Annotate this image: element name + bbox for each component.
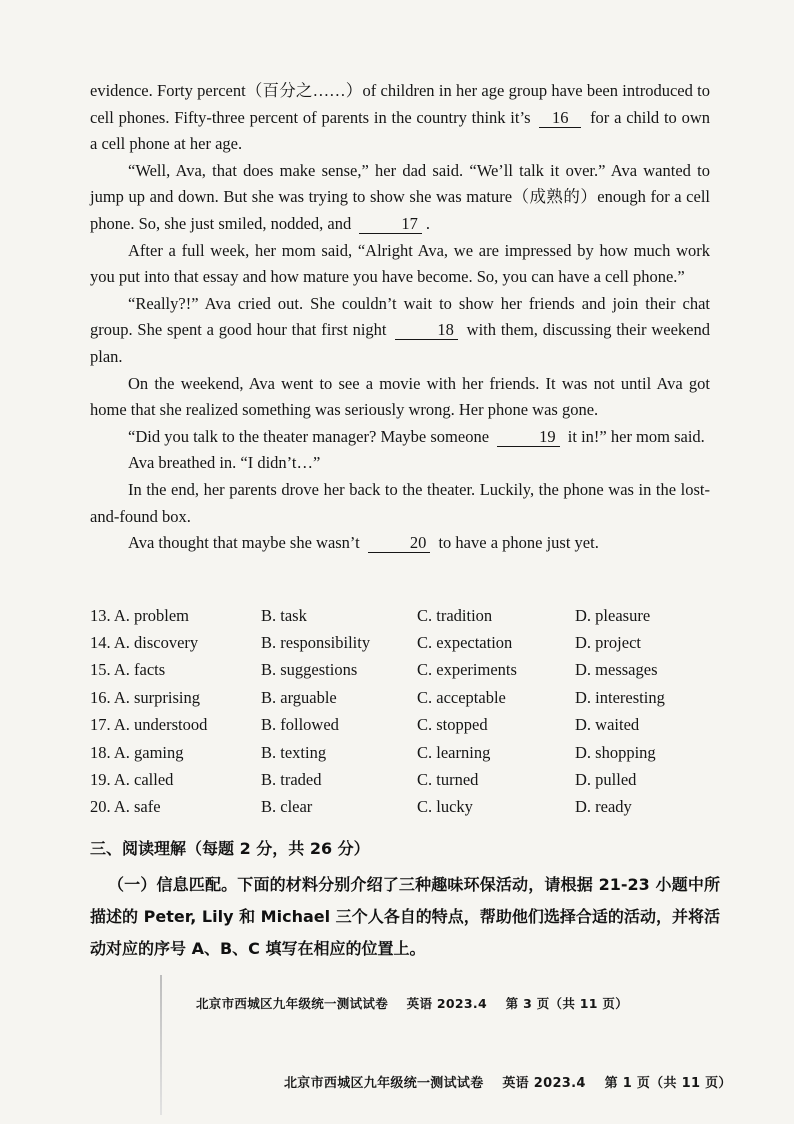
option-c: C. tradition	[417, 605, 493, 625]
reading-section	[90, 836, 720, 965]
paragraph-4-text-a: “Really?!” Ava cried out. She couldn’t wait to show her friends and join their chat group. She spent a good hour that first night	[90, 293, 710, 340]
option-b: B. followed	[261, 715, 339, 735]
option-c: C. expectation	[417, 633, 513, 653]
option-c: C. stopped	[417, 715, 488, 735]
option-b: B. clear	[261, 797, 313, 817]
section-heading: 三、阅读理解（每题 2 分，共 26 分）	[90, 839, 370, 858]
paragraph-4	[90, 291, 710, 371]
option-row-13	[90, 602, 730, 629]
option-b: B. arguable	[261, 687, 337, 707]
option-d: D. messages	[575, 660, 658, 680]
option-row-15	[90, 657, 730, 684]
option-c: C. lucky	[417, 797, 473, 817]
option-a: 15. A. facts	[90, 660, 166, 680]
paragraph-6-text-b: it in!” her mom said.	[567, 426, 705, 446]
footer-exam-title: 北京市西城区九年级统一测试试卷	[196, 996, 389, 1011]
section-instruction: （一）信息匹配。下面的材料分别介绍了三种趣味环保活动，请根据 21-23 小题中所描述的 Peter, Lily 和 Michael 三个人各自的特点，帮助他们选择合适的活动，并将活动对应的序号 A、B、C 填写在相应的位置上。	[90, 875, 720, 958]
option-row-16	[90, 684, 730, 711]
paragraph-9	[90, 530, 710, 557]
paragraph-9-text-a: Ava thought that maybe she wasn’t	[128, 533, 360, 553]
blank-16: 16	[539, 109, 581, 128]
option-b: B. task	[261, 605, 307, 625]
cloze-passage	[90, 78, 710, 557]
option-d: D. project	[575, 633, 641, 653]
paragraph-6	[90, 424, 710, 451]
footer-page-number: 第 3 页（共 11 页）	[505, 996, 629, 1011]
page-footer-upper	[196, 994, 628, 1012]
option-row-14	[90, 629, 730, 656]
footer-subject: 英语 2023.4	[502, 1076, 586, 1091]
answer-options	[90, 602, 730, 821]
option-a: 16. A. surprising	[90, 687, 201, 707]
option-row-17	[90, 712, 730, 739]
paragraph-1	[90, 78, 710, 158]
option-a: 20. A. safe	[90, 797, 161, 817]
paragraph-5: On the weekend, Ava went to see a movie with her friends. It was not until Ava got home that she realized something was seriously wrong. Her phone was gone.	[90, 373, 710, 420]
option-d: D. ready	[575, 797, 632, 817]
page-fold-line	[160, 975, 162, 1115]
blank-17: 17	[359, 215, 422, 234]
option-c: C. acceptable	[417, 687, 506, 707]
blank-20: 20	[368, 534, 431, 553]
option-c: C. learning	[417, 742, 491, 762]
option-a: 18. A. gaming	[90, 742, 184, 762]
option-a: 14. A. discovery	[90, 633, 199, 653]
option-row-20	[90, 794, 730, 821]
footer-exam-title: 北京市西城区九年级统一测试试卷	[284, 1076, 484, 1091]
option-b: B. texting	[261, 742, 327, 762]
option-b: B. responsibility	[261, 633, 371, 653]
paragraph-8: In the end, her parents drove her back to the theater. Luckily, the phone was in the lost-and-found box.	[90, 479, 710, 526]
paragraph-9-text-b: to have a phone just yet.	[438, 533, 599, 553]
option-b: B. traded	[261, 770, 322, 790]
option-b: B. suggestions	[261, 660, 358, 680]
option-a: 17. A. understood	[90, 715, 208, 735]
option-d: D. pleasure	[575, 605, 651, 625]
option-d: D. interesting	[575, 687, 665, 707]
option-a: 19. A. called	[90, 770, 174, 790]
paragraph-2-text-a: “Well, Ava, that does make sense,” her dad said. “We’ll talk it over.” Ava wanted to jump up and down. But she was trying to show she was mature（成熟的）enough for a cell phone. So, she just smiled, nodded, and	[90, 160, 710, 233]
footer-page-number: 第 1 页（共 11 页）	[604, 1076, 732, 1091]
option-d: D. waited	[575, 715, 640, 735]
paragraph-1-text-a: evidence. Forty percent（百分之……）of children in her age group have been introduced to cell phones. Fifty-three percent of parents in the country think it’s	[90, 81, 710, 127]
paragraph-1-text-b: for a child to own a cell phone at her age.	[90, 107, 710, 154]
paragraph-7: Ava breathed in. “I didn’t…”	[128, 453, 321, 473]
option-c: C. turned	[417, 770, 479, 790]
paragraph-6-text-a: “Did you talk to the theater manager? Maybe someone	[128, 426, 490, 446]
blank-19: 19	[497, 428, 560, 447]
paragraph-3: After a full week, her mom said, “Alright Ava, we are impressed by how much work you put into that essay and how mature you have become. So, you can have a cell phone.”	[90, 240, 710, 287]
footer-subject: 英语 2023.4	[406, 996, 487, 1011]
option-a: 13. A. problem	[90, 605, 189, 625]
option-c: C. experiments	[417, 660, 517, 680]
paragraph-4-text-b: with them, discussing their weekend plan.	[90, 320, 711, 366]
paragraph-2-text-b: .	[425, 213, 430, 233]
option-row-18	[90, 739, 730, 766]
option-d: D. shopping	[575, 742, 656, 762]
page-footer-lower	[284, 1072, 732, 1091]
blank-18: 18	[395, 321, 458, 340]
option-d: D. pulled	[575, 770, 637, 790]
paragraph-2	[90, 158, 710, 238]
option-row-19	[90, 766, 730, 793]
